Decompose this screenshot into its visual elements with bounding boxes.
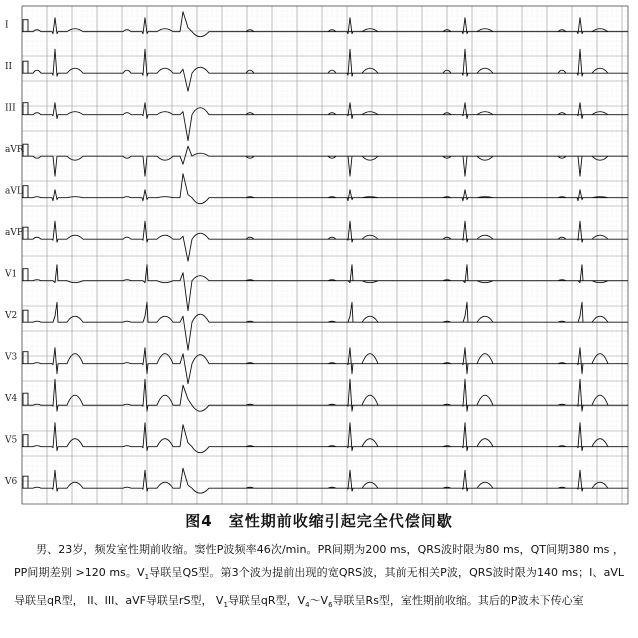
ecg-trace-lead	[22, 265, 628, 311]
calibration-pulse	[23, 269, 28, 281]
caption-text: 导联呈QS型。第3个波为提前出现的宽QRS波，其前无相关P波，QRS波时限为140 ms；I、aVL导联呈qR型， II、III、aVF导联呈rS型， V	[14, 566, 624, 608]
caption-paragraph	[14, 538, 624, 617]
lead-label: V3	[5, 352, 18, 363]
lead-label: V2	[5, 311, 18, 322]
calibration-pulse	[23, 144, 28, 156]
grid-major-lines	[22, 6, 628, 504]
caption-text: ～V	[309, 594, 329, 608]
calibration-pulse	[23, 227, 28, 239]
calibration-pulse	[23, 61, 28, 73]
calibration-pulse	[23, 393, 28, 405]
calibration-pulse	[23, 435, 28, 447]
figure-caption-title: 图4 室性期前收缩引起完全代偿间歇	[185, 512, 453, 530]
calibration-pulse	[23, 103, 28, 115]
lead-label: V4	[5, 394, 18, 405]
caption-text: 男、23岁，频发室性期前收缩。窦性P波频率46次/min。PR间期为200 ms，QRS波时限为80 ms，QT间期380 ms ，PP间期差别 >120 ms。V	[14, 543, 624, 579]
caption-subscript: 1	[223, 601, 228, 610]
lead-label: II	[5, 62, 13, 73]
calibration-pulse	[23, 186, 28, 198]
ecg-trace-lead	[22, 221, 628, 261]
calibration-pulse	[23, 476, 28, 488]
caption-subscript: 4	[305, 601, 310, 610]
ecg-trace-lead	[22, 146, 628, 176]
lead-label: V1	[5, 269, 18, 280]
caption-text: 导联呈Rs型，室性期前收缩。其后的P波未下传心室	[332, 594, 584, 608]
lead-label: I	[5, 20, 9, 31]
lead-labels	[4, 21, 24, 488]
lead-label: aVL	[5, 186, 23, 197]
lead-label: V5	[5, 435, 18, 446]
calibration-pulse	[23, 352, 28, 364]
lead-label: V6	[5, 477, 18, 488]
caption-text: 导联呈qR型，V	[227, 594, 306, 608]
calibration-pulse	[23, 310, 28, 322]
lead-label: aVF	[5, 228, 24, 239]
calibration-pulse	[23, 20, 28, 32]
lead-label: III	[5, 103, 16, 114]
caption-subscript: 6	[328, 601, 333, 610]
lead-label: aVR	[5, 145, 24, 156]
ecg-grid	[22, 6, 628, 504]
figure-caption-body	[14, 538, 624, 617]
caption-subscript: 1	[144, 573, 150, 582]
